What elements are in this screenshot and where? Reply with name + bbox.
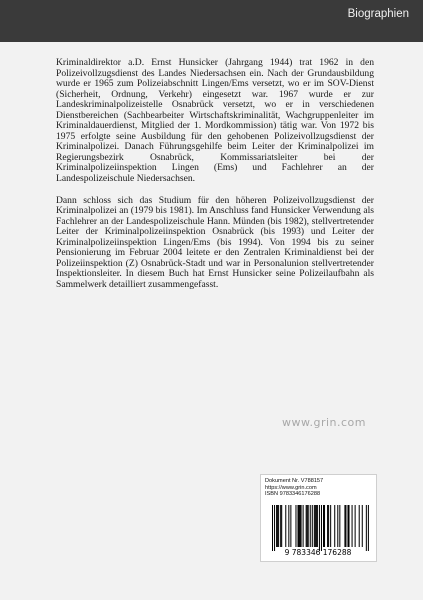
barcode-bar bbox=[281, 505, 282, 547]
barcode-bar bbox=[321, 505, 322, 551]
document-url: https://www.grin.com bbox=[265, 484, 317, 491]
barcode-bar bbox=[337, 505, 338, 547]
barcode-bar bbox=[303, 505, 304, 547]
barcode-bar bbox=[347, 505, 348, 547]
barcode-bar bbox=[319, 505, 320, 551]
barcode-bar bbox=[299, 505, 300, 547]
barcode-bar bbox=[317, 505, 318, 547]
barcode-bar bbox=[285, 505, 286, 547]
barcode-bar bbox=[290, 505, 291, 547]
publisher-website: www.grin.com bbox=[282, 416, 366, 429]
barcode-bar bbox=[315, 505, 316, 547]
barcode-bar bbox=[298, 505, 299, 547]
biography-text bbox=[56, 58, 374, 290]
barcode-bar bbox=[306, 505, 307, 547]
isbn-text: ISBN 9783346176288 bbox=[265, 491, 321, 498]
header-bar bbox=[0, 0, 423, 42]
barcode-bars bbox=[272, 505, 369, 551]
barcode-bar bbox=[295, 505, 296, 547]
barcode-bar bbox=[276, 505, 277, 547]
barcode-bar bbox=[334, 505, 335, 547]
barcode-bar bbox=[278, 505, 279, 547]
document-info bbox=[265, 478, 323, 498]
barcode-bar bbox=[274, 505, 275, 551]
barcode-bar bbox=[359, 505, 360, 547]
barcode-bar bbox=[314, 505, 315, 547]
barcode-bar bbox=[312, 505, 313, 547]
barcode-label bbox=[260, 474, 377, 562]
barcode-bar bbox=[301, 505, 302, 547]
barcode-bar bbox=[366, 505, 367, 551]
barcode-bar bbox=[352, 505, 353, 547]
barcode-bar bbox=[362, 505, 363, 547]
barcode-bar bbox=[288, 505, 289, 547]
barcode-digits: 9 783346 176288 bbox=[284, 548, 352, 557]
barcode-bar bbox=[324, 505, 325, 547]
barcode-bar bbox=[345, 505, 346, 547]
barcode-bar bbox=[327, 505, 328, 547]
barcode-bar bbox=[277, 505, 278, 547]
barcode-bar bbox=[330, 505, 331, 547]
barcode-bar bbox=[328, 505, 329, 547]
barcode-bar bbox=[310, 505, 311, 547]
biography-paragraph: Kriminaldirektor a.D. Ernst Hunsicker (Jahrgang 1944) trat 1962 in den Polizeivollzugsdienst des Landes Niedersachsen ein. Nach der Grundausbildung wurde er 1965 zum Polizeiabschnitt Lingen/Ems versetzt, wo er im SOV-Dienst (Sicherheit, Ordnung, Verkehr) eingesetzt war. 1967 wurde er zur Landeskriminalpolizeistelle Osnabrück versetzt, wo er in verschiedenen Dienstbereichen (Sachbearbeiter Wirtschaftskriminalität, Wachgruppenleiter im Kriminaldauerdienst, Mitglied der 1. Mordkommission) tätig war. Von 1972 bis 1975 erfolgte seine Ausbildung für den gehobenen Polizeivollzugsdienst der Kriminalpolizei. Danach Führungsgehilfe beim Leiter der Kriminalpolizei im Regierungsbezirk Osnabrück, Kommissariatsleiter bei der Kriminalpolizeiinspektion Lingen (Ems) und Fachlehrer an der Landespolizeischule Niedersachsen. bbox=[56, 57, 374, 185]
document-number: Dokument Nr. V788157 bbox=[265, 478, 324, 484]
section-label: Biographien bbox=[347, 8, 409, 20]
barcode-bar bbox=[344, 505, 345, 547]
barcode-bar bbox=[355, 505, 356, 547]
barcode-bar bbox=[349, 505, 350, 547]
barcode-bar bbox=[300, 505, 301, 547]
barcode-bar bbox=[323, 505, 324, 547]
barcode-bar bbox=[368, 505, 369, 551]
barcode-image bbox=[264, 505, 372, 557]
barcode-bar bbox=[339, 505, 340, 547]
biography-paragraph: Dann schloss sich das Studium für den höheren Polizeivollzugsdienst der Kriminalpolizei an (1979 bis 1981). Im Anschluss fand Hunsicker Verwendung als Fachlehrer an der Landespolizeischule Hann. Münden (bis 1982), stellvertretender Leiter der Kriminalpolizeiinspektion Osnabrück (bis 1993) und Leiter der Kriminalpolizeiinspektion Lingen/Ems (bis 1994). Von 1994 bis zu seiner Pensionierung im Februar 2004 leitete er den Zentralen Kriminaldienst bei der Polizeiinspektion (Z) Osnabrück-Stadt und war in Personalunion stellvertretender Inspektionsleiter. In diesem Buch hat Ernst Hunsicker seine Polizeilaufbahn als Sammelwerk detailliert zusammengefasst. bbox=[56, 194, 374, 290]
barcode-bar bbox=[272, 505, 273, 551]
barcode-bar bbox=[308, 505, 309, 547]
barcode-bar bbox=[316, 505, 317, 547]
barcode-bar bbox=[307, 505, 308, 547]
barcode-bar bbox=[280, 505, 281, 547]
